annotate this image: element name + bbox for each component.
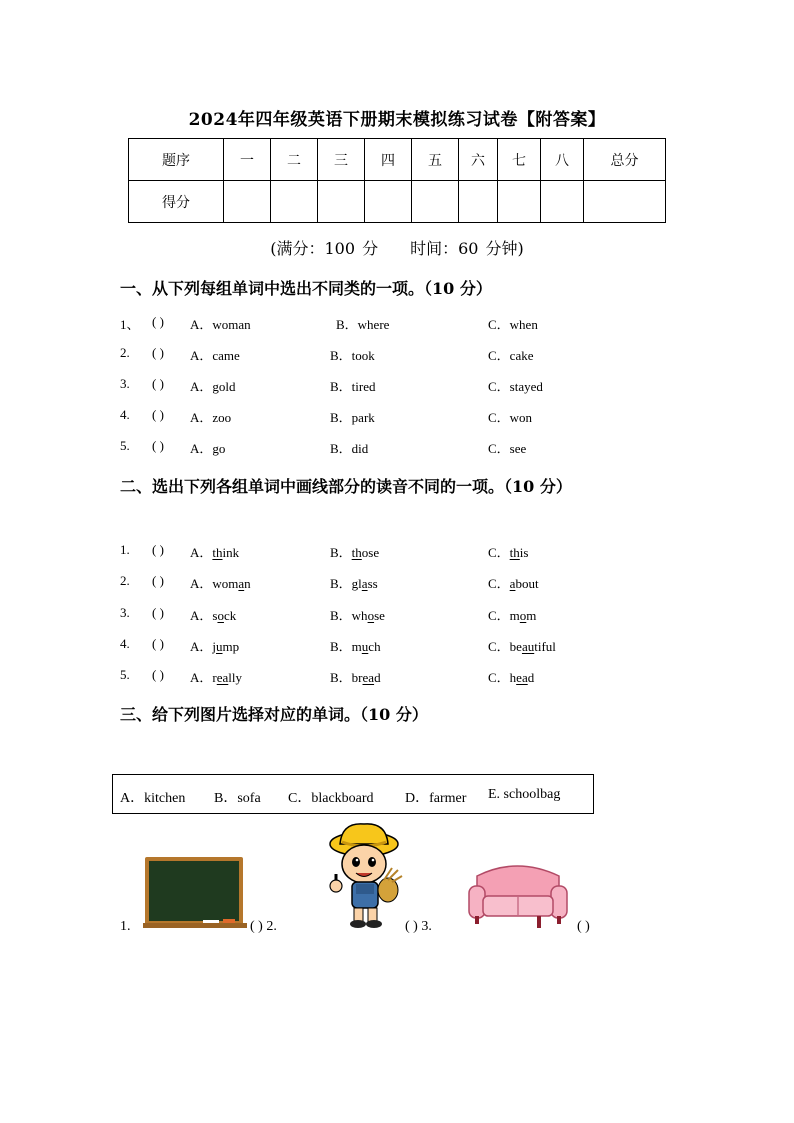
question-row	[120, 345, 680, 369]
question-row	[120, 314, 680, 338]
option-a: A．think	[190, 545, 240, 560]
option-b: B．tired	[330, 379, 376, 394]
option-b: B．those	[330, 545, 380, 560]
question-number: 4.	[120, 636, 130, 651]
picture-label[interactable]: ( )	[577, 919, 590, 934]
word-options-box	[112, 774, 594, 814]
option-b: B．whose	[330, 608, 385, 623]
option-a: A．came	[190, 348, 240, 363]
option-c: C．about	[488, 576, 539, 591]
pronunciation-row	[120, 667, 680, 691]
row-label: 得分	[129, 181, 224, 223]
option-a: A．really	[190, 670, 243, 685]
question-row	[120, 407, 680, 431]
full-score-line: (满分：100 分 时间：60 分钟)	[270, 239, 524, 258]
answer-paren[interactable]: ( )	[152, 345, 164, 360]
underlined-letters: au	[521, 639, 535, 654]
picture-label[interactable]: ( ) 3.	[405, 919, 432, 934]
underlined-letters: o	[217, 608, 224, 623]
option-c: C．see	[488, 441, 527, 456]
score-table	[128, 138, 666, 223]
score-cell[interactable]	[224, 181, 271, 223]
option-b: B．where	[336, 317, 390, 332]
option-c: C．won	[488, 410, 533, 425]
option-a: A．sock	[190, 608, 237, 623]
header-cell: 四	[365, 139, 412, 181]
header-cell: 六	[459, 139, 498, 181]
header-cell: 七	[498, 139, 541, 181]
answer-paren[interactable]: ( )	[152, 573, 164, 588]
score-cell[interactable]	[271, 181, 318, 223]
answer-paren[interactable]: ( )	[152, 667, 164, 682]
header-cell: 题序	[129, 139, 224, 181]
question-number: 5.	[120, 667, 130, 682]
score-cell[interactable]	[584, 181, 666, 223]
option-b: B．much	[330, 639, 381, 654]
question-number: 2.	[120, 573, 130, 588]
word-option: E. schoolbag	[488, 787, 561, 802]
pronunciation-row	[120, 542, 680, 566]
question-number: 4.	[120, 407, 130, 422]
score-cell[interactable]	[498, 181, 541, 223]
option-c: C．beautiful	[488, 639, 556, 654]
option-c: C．mom	[488, 608, 537, 623]
answer-paren[interactable]: ( )	[152, 636, 164, 651]
pronunciation-row	[120, 636, 680, 660]
sofa-image	[467, 856, 569, 932]
question-number: 2.	[120, 345, 130, 360]
score-cell[interactable]	[459, 181, 498, 223]
option-c: C．head	[488, 670, 535, 685]
underlined-letters: ea	[516, 670, 528, 685]
underlined-letters: u	[361, 639, 369, 654]
question-number: 1、	[120, 317, 140, 332]
section3-heading: 三、给下列图片选择对应的单词。（10 分）	[120, 705, 428, 724]
option-a: A．jump	[190, 639, 240, 654]
underlined-letters: th	[351, 545, 362, 560]
underlined-letters: ea	[216, 670, 229, 685]
underlined-letters: th	[509, 545, 520, 560]
option-b: B．bread	[330, 670, 381, 685]
option-a: A．go	[190, 441, 226, 456]
option-a: A．woman	[190, 317, 251, 332]
picture-label: 1.	[120, 919, 131, 934]
question-number: 5.	[120, 438, 130, 453]
header-cell: 三	[318, 139, 365, 181]
option-a: A．woman	[190, 576, 251, 591]
score-table-row	[129, 181, 666, 223]
option-a: A．gold	[190, 379, 236, 394]
word-option: B．sofa	[214, 791, 261, 806]
question-number: 3.	[120, 376, 130, 391]
score-cell[interactable]	[365, 181, 412, 223]
header-cell: 二	[271, 139, 318, 181]
question-row	[120, 376, 680, 400]
underlined-letters: th	[212, 545, 223, 560]
answer-paren[interactable]: ( )	[152, 438, 164, 453]
underlined-letters: o	[519, 608, 527, 623]
blackboard-image	[143, 855, 247, 931]
answer-paren[interactable]: ( )	[152, 542, 164, 557]
header-cell: 总分	[584, 139, 666, 181]
underlined-letters: u	[216, 639, 223, 654]
question-row	[120, 438, 680, 462]
word-option: C．blackboard	[288, 791, 374, 806]
underlined-letters: ea	[362, 670, 375, 685]
answer-paren[interactable]: ( )	[152, 376, 164, 391]
header-cell: 五	[412, 139, 459, 181]
option-a: A．zoo	[190, 410, 232, 425]
option-c: C．cake	[488, 348, 534, 363]
answer-paren[interactable]: ( )	[152, 407, 164, 422]
section2-heading: 二、选出下列各组单词中画线部分的读音不同的一项。（10 分）	[120, 477, 572, 496]
underlined-letters: a	[238, 576, 245, 591]
word-option: A．kitchen	[120, 791, 186, 806]
score-cell[interactable]	[412, 181, 459, 223]
farmer-image	[322, 820, 406, 932]
option-b: B．glass	[330, 576, 378, 591]
pronunciation-row	[120, 573, 680, 597]
question-number: 1.	[120, 542, 130, 557]
question-number: 3.	[120, 605, 130, 620]
option-b: B．park	[330, 410, 375, 425]
option-c: C．this	[488, 545, 529, 560]
option-c: C．stayed	[488, 379, 543, 394]
header-cell: 一	[224, 139, 271, 181]
header-cell: 八	[541, 139, 584, 181]
option-b: B．did	[330, 441, 369, 456]
page-title: 2024年四年级英语下册期末模拟练习试卷【附答案】	[188, 110, 606, 130]
word-option: D．farmer	[405, 791, 467, 806]
answer-paren[interactable]: ( )	[152, 314, 164, 329]
score-table-header	[129, 139, 666, 181]
score-cell[interactable]	[318, 181, 365, 223]
underlined-letters: a	[361, 576, 368, 591]
section1-heading: 一、从下列每组单词中选出不同类的一项。（10 分）	[120, 279, 492, 298]
picture-label[interactable]: ( ) 2.	[250, 919, 277, 934]
underlined-letters: o	[367, 608, 375, 623]
option-c: C．when	[488, 317, 538, 332]
answer-paren[interactable]: ( )	[152, 605, 164, 620]
underlined-letters: a	[509, 576, 516, 591]
pronunciation-row	[120, 605, 680, 629]
score-cell[interactable]	[541, 181, 584, 223]
option-b: B．took	[330, 348, 375, 363]
